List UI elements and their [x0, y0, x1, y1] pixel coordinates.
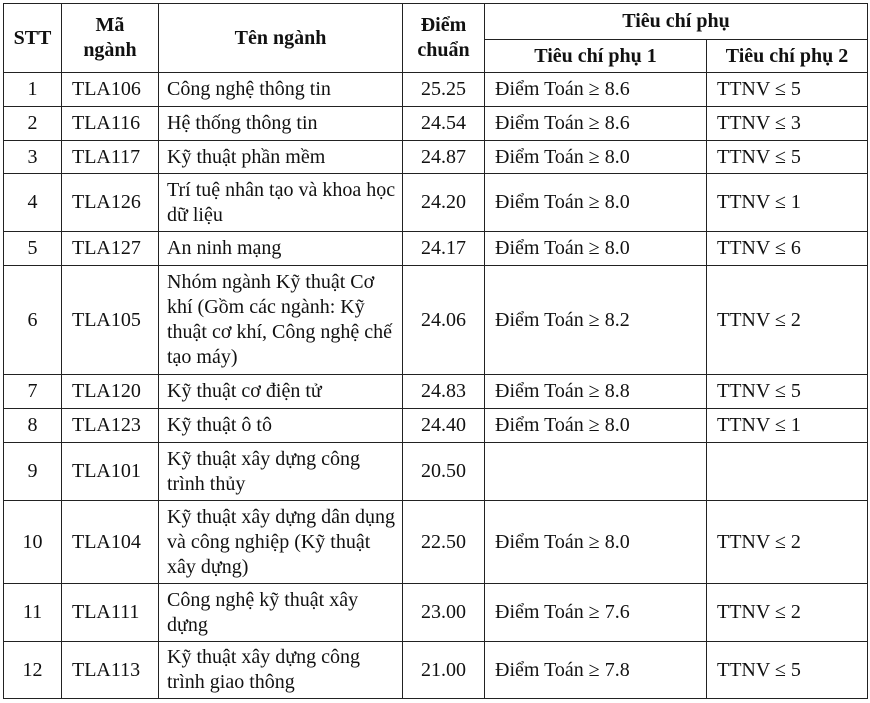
row-tieu-chi-phu-1: Điểm Toán ≥ 7.8: [485, 642, 707, 699]
row-ma-nganh: TLA113: [62, 642, 159, 699]
row-tieu-chi-phu-1: Điểm Toán ≥ 8.0: [485, 232, 707, 266]
row-ten-nganh: Hệ thống thông tin: [159, 107, 403, 141]
row-tieu-chi-phu-1: Điểm Toán ≥ 8.0: [485, 174, 707, 232]
table-body: [4, 73, 868, 699]
table-row: [4, 107, 868, 141]
row-tieu-chi-phu-1: Điểm Toán ≥ 8.2: [485, 266, 707, 375]
row-ten-nganh: Kỹ thuật xây dựng công trình giao thông: [159, 642, 403, 699]
table-row: [4, 443, 868, 501]
row-ma-nganh: TLA106: [62, 73, 159, 107]
table-row: [4, 266, 868, 375]
row-tieu-chi-phu-2: TTNV ≤ 2: [707, 501, 868, 584]
row-tieu-chi-phu-1: Điểm Toán ≥ 8.8: [485, 375, 707, 409]
row-tieu-chi-phu-2: TTNV ≤ 5: [707, 642, 868, 699]
row-stt: 5: [4, 232, 62, 266]
row-stt: 8: [4, 409, 62, 443]
table-row: [4, 141, 868, 174]
row-stt: 1: [4, 73, 62, 107]
row-tieu-chi-phu-1: Điểm Toán ≥ 8.0: [485, 141, 707, 174]
row-tieu-chi-phu-1: [485, 443, 707, 501]
row-ten-nganh: An ninh mạng: [159, 232, 403, 266]
row-tieu-chi-phu-2: TTNV ≤ 3: [707, 107, 868, 141]
header-tieu-chi-phu: Tiêu chí phụ: [485, 4, 868, 40]
table-row: [4, 73, 868, 107]
row-tieu-chi-phu-2: TTNV ≤ 2: [707, 266, 868, 375]
row-ma-nganh: TLA126: [62, 174, 159, 232]
row-ma-nganh: TLA120: [62, 375, 159, 409]
row-ten-nganh: Kỹ thuật cơ điện tử: [159, 375, 403, 409]
row-diem-chuan: 20.50: [403, 443, 485, 501]
header-tieu-chi-phu-2: Tiêu chí phụ 2: [707, 40, 868, 73]
row-ma-nganh: TLA117: [62, 141, 159, 174]
row-ten-nganh: Công nghệ kỹ thuật xây dựng: [159, 584, 403, 642]
row-stt: 6: [4, 266, 62, 375]
row-ten-nganh: Kỹ thuật xây dựng dân dụng và công nghiệp (Kỹ thuật xây dựng): [159, 501, 403, 584]
row-ten-nganh: Kỹ thuật ô tô: [159, 409, 403, 443]
table-row: [4, 501, 868, 584]
row-diem-chuan: 24.54: [403, 107, 485, 141]
table-row: [4, 642, 868, 699]
row-ten-nganh: Kỹ thuật phần mềm: [159, 141, 403, 174]
row-tieu-chi-phu-2: TTNV ≤ 1: [707, 174, 868, 232]
header-ma-nganh: Mã ngành: [62, 4, 159, 73]
row-tieu-chi-phu-1: Điểm Toán ≥ 8.6: [485, 73, 707, 107]
row-diem-chuan: 23.00: [403, 584, 485, 642]
table-row: [4, 174, 868, 232]
row-tieu-chi-phu-1: Điểm Toán ≥ 8.0: [485, 409, 707, 443]
row-diem-chuan: 25.25: [403, 73, 485, 107]
row-tieu-chi-phu-2: TTNV ≤ 6: [707, 232, 868, 266]
row-stt: 12: [4, 642, 62, 699]
row-diem-chuan: 24.17: [403, 232, 485, 266]
row-ten-nganh: Kỹ thuật xây dựng công trình thủy: [159, 443, 403, 501]
row-diem-chuan: 24.06: [403, 266, 485, 375]
row-stt: 7: [4, 375, 62, 409]
table-row: [4, 232, 868, 266]
row-ten-nganh: Trí tuệ nhân tạo và khoa học dữ liệu: [159, 174, 403, 232]
row-tieu-chi-phu-1: Điểm Toán ≥ 8.0: [485, 501, 707, 584]
row-diem-chuan: 24.87: [403, 141, 485, 174]
row-ten-nganh: Công nghệ thông tin: [159, 73, 403, 107]
row-ma-nganh: TLA123: [62, 409, 159, 443]
row-tieu-chi-phu-2: TTNV ≤ 5: [707, 375, 868, 409]
row-ma-nganh: TLA127: [62, 232, 159, 266]
row-diem-chuan: 21.00: [403, 642, 485, 699]
row-tieu-chi-phu-1: Điểm Toán ≥ 7.6: [485, 584, 707, 642]
row-ma-nganh: TLA101: [62, 443, 159, 501]
row-diem-chuan: 24.20: [403, 174, 485, 232]
row-tieu-chi-phu-2: [707, 443, 868, 501]
row-stt: 2: [4, 107, 62, 141]
row-stt: 3: [4, 141, 62, 174]
row-ma-nganh: TLA111: [62, 584, 159, 642]
row-tieu-chi-phu-2: TTNV ≤ 2: [707, 584, 868, 642]
header-diem-chuan: Điểm chuẩn: [403, 4, 485, 73]
table-row: [4, 409, 868, 443]
table-row: [4, 375, 868, 409]
row-stt: 4: [4, 174, 62, 232]
row-stt: 10: [4, 501, 62, 584]
row-stt: 11: [4, 584, 62, 642]
row-tieu-chi-phu-2: TTNV ≤ 5: [707, 141, 868, 174]
row-diem-chuan: 24.40: [403, 409, 485, 443]
admission-score-table: [3, 3, 868, 699]
row-ma-nganh: TLA116: [62, 107, 159, 141]
header-ten-nganh: Tên ngành: [159, 4, 403, 73]
row-stt: 9: [4, 443, 62, 501]
row-ma-nganh: TLA105: [62, 266, 159, 375]
row-ten-nganh: Nhóm ngành Kỹ thuật Cơ khí (Gồm các ngành: Kỹ thuật cơ khí, Công nghệ chế tạo máy): [159, 266, 403, 375]
row-diem-chuan: 24.83: [403, 375, 485, 409]
row-ma-nganh: TLA104: [62, 501, 159, 584]
row-tieu-chi-phu-2: TTNV ≤ 5: [707, 73, 868, 107]
row-diem-chuan: 22.50: [403, 501, 485, 584]
table-row: [4, 584, 868, 642]
header-stt: STT: [4, 4, 62, 73]
row-tieu-chi-phu-2: TTNV ≤ 1: [707, 409, 868, 443]
header-tieu-chi-phu-1: Tiêu chí phụ 1: [485, 40, 707, 73]
row-tieu-chi-phu-1: Điểm Toán ≥ 8.6: [485, 107, 707, 141]
